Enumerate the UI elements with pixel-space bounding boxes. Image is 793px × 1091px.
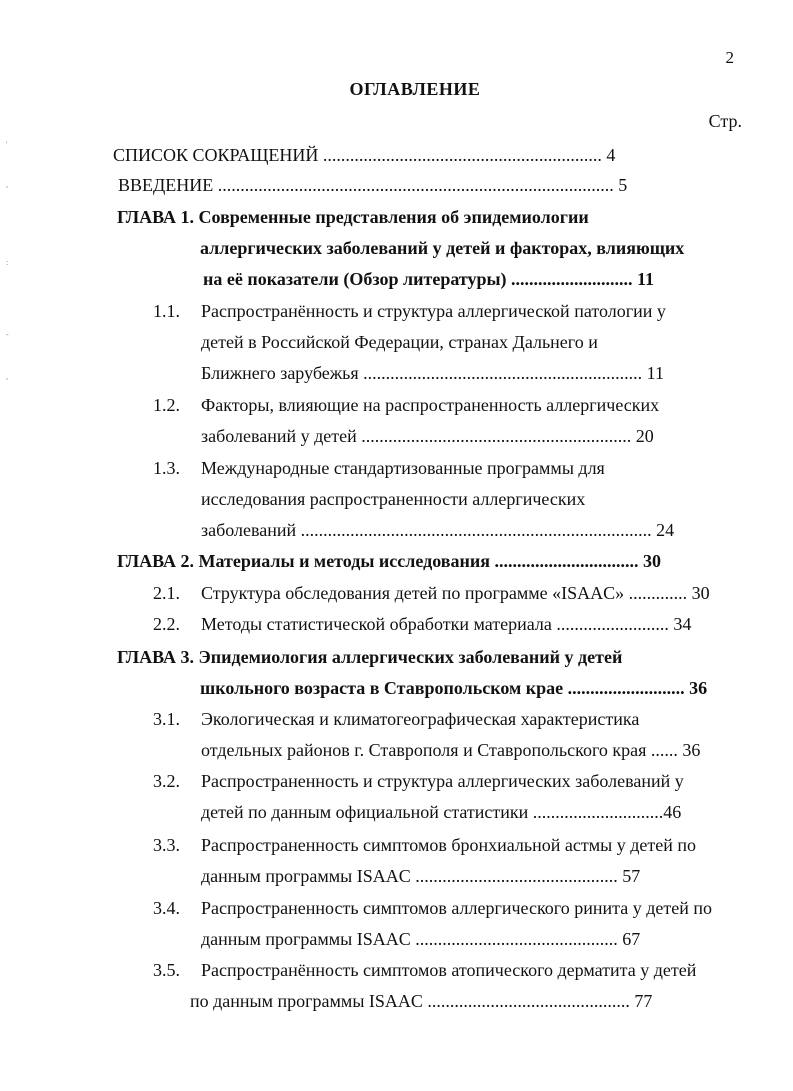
- toc-chapter-1-line-3: на её показатели (Обзор литературы) ........................... 11: [203, 269, 655, 289]
- toc-section-1-1-line-1: Распространённость и структура аллергической патологии у: [201, 301, 666, 321]
- toc-section-3-3-line-2: данным программы ISAAC ............................................. 57: [201, 866, 641, 886]
- toc-section-2-2: Методы статистической обработки материала ......................... 34: [201, 614, 692, 634]
- toc-section-1-3-line-3: заболеваний .............................................................................. 24: [201, 520, 675, 540]
- page-title: ОГЛАВЛЕНИЕ: [349, 79, 481, 99]
- toc-section-1-2-line-1: Факторы, влияющие на распространенность аллергических: [201, 395, 660, 415]
- toc-section-3-3-line-1: Распространенность симптомов бронхиальной астмы у детей по: [201, 835, 696, 855]
- toc-section-number: 3.2.: [153, 771, 180, 791]
- page-number: 2: [725, 48, 734, 67]
- toc-section-number: 2.1.: [153, 583, 180, 603]
- toc-section-1-1-line-2: детей в Российской Федерации, странах Дальнего и: [201, 332, 598, 352]
- toc-section-3-1-line-1: Экологическая и климатогеографическая характеристика: [201, 709, 640, 729]
- toc-introduction: ВВЕДЕНИЕ ........................................................................................ 5: [118, 175, 628, 195]
- scan-margin-mark: :: [6, 258, 9, 267]
- toc-section-2-1: Структура обследования детей по программе «ISAAC» ............. 30: [201, 583, 710, 603]
- toc-section-number: 1.3.: [153, 458, 180, 478]
- toc-abbreviations: СПИСОК СОКРАЩЕНИЙ .............................................................. 4: [113, 145, 616, 165]
- toc-section-number: 3.1.: [153, 709, 180, 729]
- toc-section-3-5-line-2: по данным программы ISAAC ............................................. 77: [190, 991, 653, 1011]
- scan-margin-mark: ,: [6, 180, 8, 189]
- toc-chapter-1-line-2: аллергических заболеваний у детей и факторах, влияющих: [200, 238, 685, 258]
- toc-section-3-1-line-2: отдельных районов г. Ставрополя и Ставропольского края ...... 36: [201, 740, 701, 760]
- scan-margin-mark: -: [6, 330, 9, 339]
- toc-section-3-4-line-1: Распространенность симптомов аллергического ринита у детей по: [201, 898, 712, 918]
- toc-chapter-3-line-2: школьного возраста в Ставропольском крае .......................... 36: [200, 678, 708, 698]
- toc-chapter-3-line-1: ГЛАВА 3. Эпидемиология аллергических заболеваний у детей: [117, 647, 623, 667]
- scan-margin-mark: ': [6, 140, 8, 149]
- toc-section-number: 2.2.: [153, 614, 180, 634]
- toc-section-1-3-line-2: исследования распространенности аллергических: [201, 489, 586, 509]
- toc-section-number: 3.5.: [153, 960, 180, 980]
- toc-section-number: 1.2.: [153, 395, 180, 415]
- toc-section-3-4-line-2: данным программы ISAAC ............................................. 67: [201, 929, 641, 949]
- toc-section-number: 1.1.: [153, 301, 180, 321]
- toc-section-1-1-line-3: Ближнего зарубежья .............................................................. 11: [201, 363, 664, 383]
- toc-chapter-1-line-1: ГЛАВА 1. Современные представления об эпидемиологии: [117, 207, 589, 227]
- toc-section-1-3-line-1: Международные стандартизованные программы для: [201, 458, 605, 478]
- page-column-label: Стр.: [708, 111, 742, 131]
- toc-section-3-2-line-2: детей по данным официальной статистики .............................46: [201, 802, 682, 822]
- toc-section-number: 3.3.: [153, 835, 180, 855]
- toc-section-1-2-line-2: заболеваний у детей ............................................................ 20: [201, 426, 654, 446]
- toc-chapter-2: ГЛАВА 2. Материалы и методы исследования ................................ 30: [117, 551, 661, 571]
- toc-section-number: 3.4.: [153, 898, 180, 918]
- toc-section-3-2-line-1: Распространенность и структура аллергических заболеваний у: [201, 771, 684, 791]
- toc-section-3-5-line-1: Распространённость симптомов атопического дерматита у детей: [201, 960, 697, 980]
- scan-margin-mark: ,: [6, 372, 8, 381]
